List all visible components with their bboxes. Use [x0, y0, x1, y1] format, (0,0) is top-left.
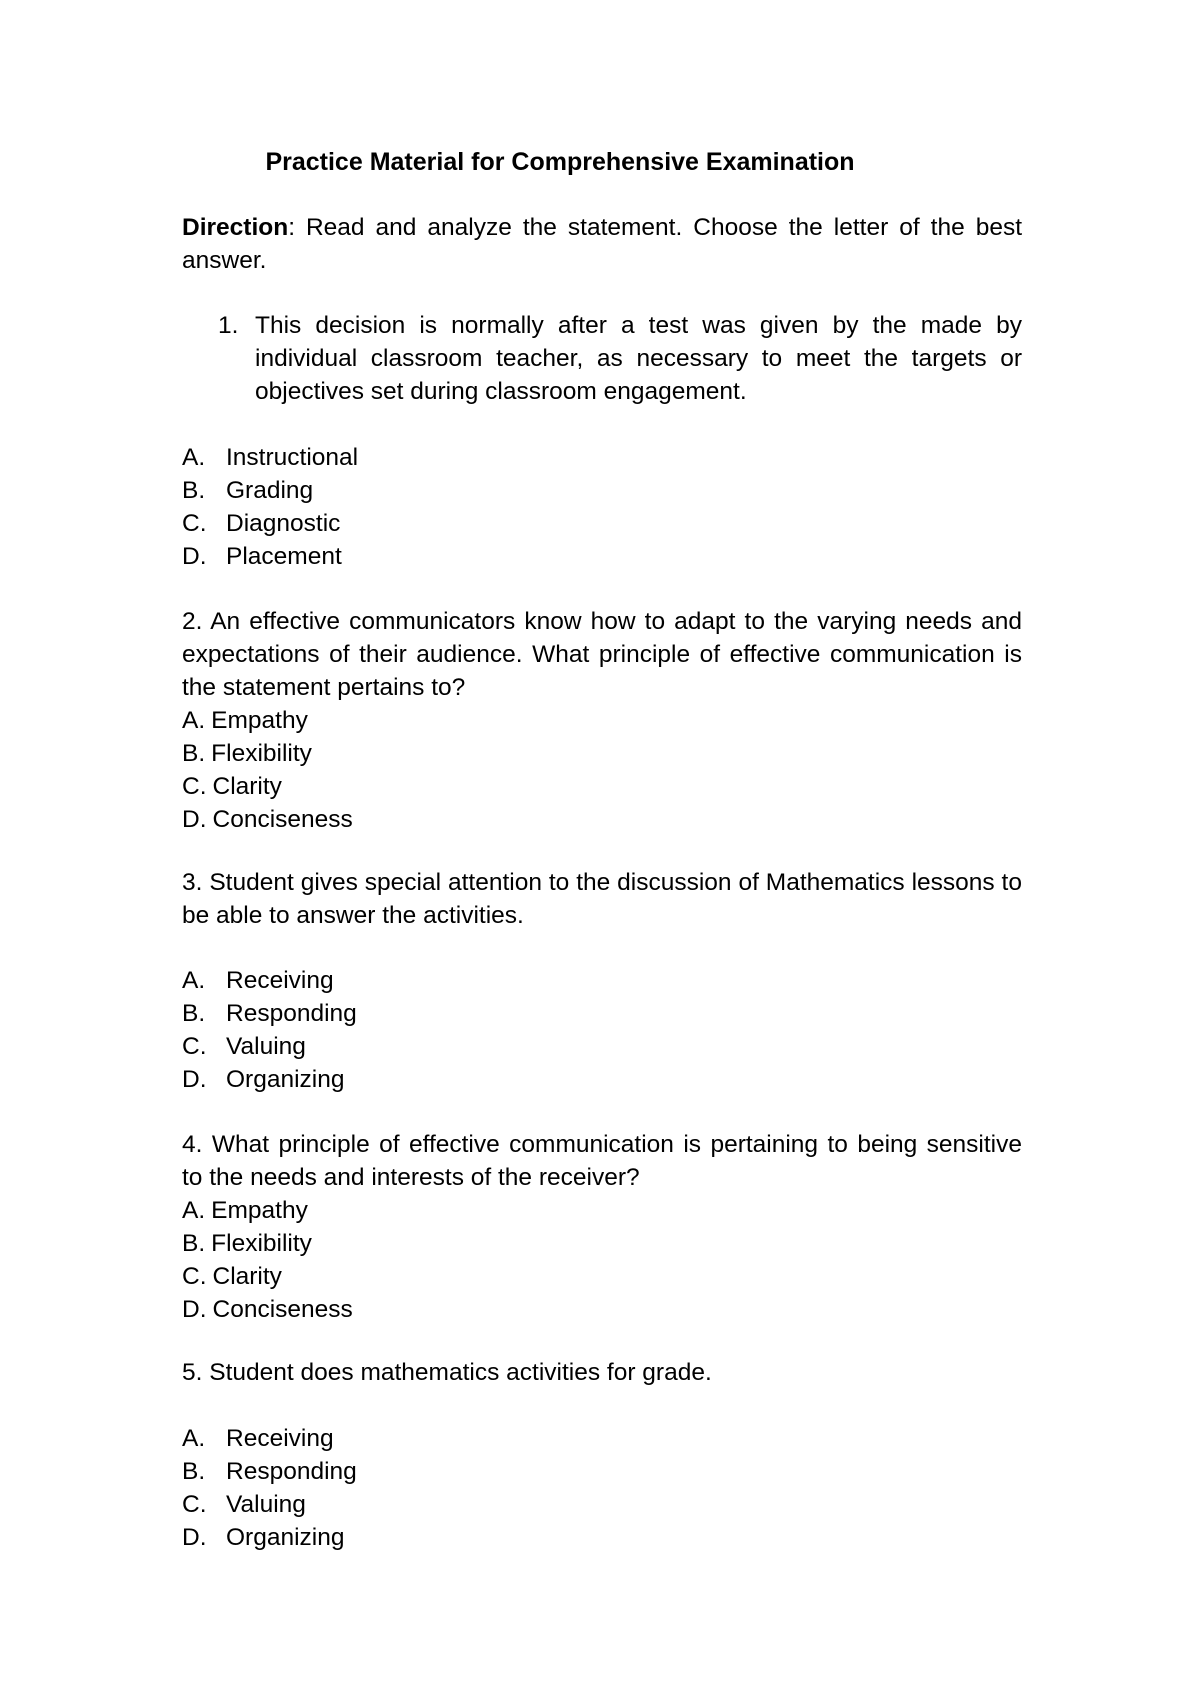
option-letter: A. — [182, 967, 206, 994]
answer-option — [182, 1293, 353, 1326]
direction-label: Direction — [182, 214, 289, 241]
answer-option — [182, 704, 308, 737]
option-text: Organizing — [226, 1524, 345, 1551]
option-letter: C. — [182, 1263, 207, 1290]
answer-option — [182, 997, 357, 1030]
option-letter: A. — [182, 1197, 206, 1224]
option-text: Diagnostic — [226, 510, 341, 537]
option-text: Conciseness — [212, 1296, 353, 1323]
option-text: Responding — [226, 1000, 357, 1027]
option-letter: D. — [182, 543, 207, 570]
answer-option — [182, 507, 340, 540]
option-letter: B. — [182, 477, 206, 504]
option-text: Valuing — [226, 1033, 306, 1060]
question-number: 2. — [182, 608, 203, 635]
answer-option — [182, 540, 342, 573]
answer-option — [182, 1260, 282, 1293]
option-letter: A. — [182, 1425, 206, 1452]
answer-option — [182, 1030, 306, 1063]
question-body: What principle of effective communication is pertaining to being sensitive to the needs and interests of the receiver? — [182, 1131, 1022, 1191]
option-letter: B. — [182, 1458, 206, 1485]
option-text: Placement — [226, 543, 342, 570]
option-text: Grading — [226, 477, 314, 504]
option-text: Empathy — [211, 1197, 308, 1224]
answer-option — [182, 1455, 357, 1488]
answer-option — [182, 1521, 344, 1554]
question-text: This decision is normally after a test was given by the made by individual classroom teacher, as necessary to meet the targets or objectives set during classroom engagement. — [255, 312, 1022, 405]
option-text: Conciseness — [212, 806, 353, 833]
answer-option — [182, 1422, 334, 1455]
question-text — [182, 605, 1022, 704]
direction-text: : Read and analyze the statement. Choose the letter of the best answer. — [182, 214, 1022, 274]
option-letter: B. — [182, 1000, 206, 1027]
page-title: Practice Material for Comprehensive Examination — [265, 148, 855, 176]
option-text: Flexibility — [211, 1230, 312, 1257]
question-number: 1. — [218, 312, 239, 339]
option-letter: D. — [182, 1066, 207, 1093]
option-letter: C. — [182, 773, 207, 800]
option-letter: D. — [182, 806, 207, 833]
answer-option — [182, 441, 358, 474]
option-text: Receiving — [226, 967, 334, 994]
question-text — [182, 1128, 1022, 1194]
option-text: Flexibility — [211, 740, 312, 767]
option-letter: D. — [182, 1296, 207, 1323]
question-text — [182, 866, 1022, 932]
answer-option — [182, 1488, 306, 1521]
option-text: Responding — [226, 1458, 357, 1485]
option-letter: D. — [182, 1524, 207, 1551]
answer-option — [182, 964, 334, 997]
question-number: 3. — [182, 869, 203, 896]
option-text: Valuing — [226, 1491, 306, 1518]
option-letter: B. — [182, 740, 206, 767]
answer-option — [182, 1194, 308, 1227]
option-letter: B. — [182, 1230, 206, 1257]
option-letter: A. — [182, 444, 206, 471]
question-body: Student does mathematics activities for grade. — [209, 1359, 712, 1386]
answer-option — [182, 1227, 312, 1260]
option-text: Instructional — [226, 444, 359, 471]
option-text: Empathy — [211, 707, 308, 734]
option-letter: C. — [182, 1033, 207, 1060]
question-text — [182, 1356, 1022, 1389]
option-text: Receiving — [226, 1425, 334, 1452]
answer-option — [182, 803, 353, 836]
answer-option — [182, 737, 312, 770]
question-body: Student gives special attention to the discussion of Mathematics lessons to be able to answer the activities. — [182, 869, 1022, 929]
answer-option — [182, 474, 313, 507]
option-text: Organizing — [226, 1066, 345, 1093]
direction-paragraph — [182, 211, 1022, 277]
question-number: 5. — [182, 1359, 203, 1386]
option-letter: C. — [182, 1491, 207, 1518]
question-body: An effective communicators know how to adapt to the varying needs and expectations of their audience. What principle of effective communication is the statement pertains to? — [182, 608, 1022, 701]
answer-option — [182, 1063, 344, 1096]
option-text: Clarity — [212, 1263, 282, 1290]
option-letter: C. — [182, 510, 207, 537]
option-text: Clarity — [212, 773, 282, 800]
question-number: 4. — [182, 1131, 203, 1158]
answer-option — [182, 770, 282, 803]
option-letter: A. — [182, 707, 206, 734]
